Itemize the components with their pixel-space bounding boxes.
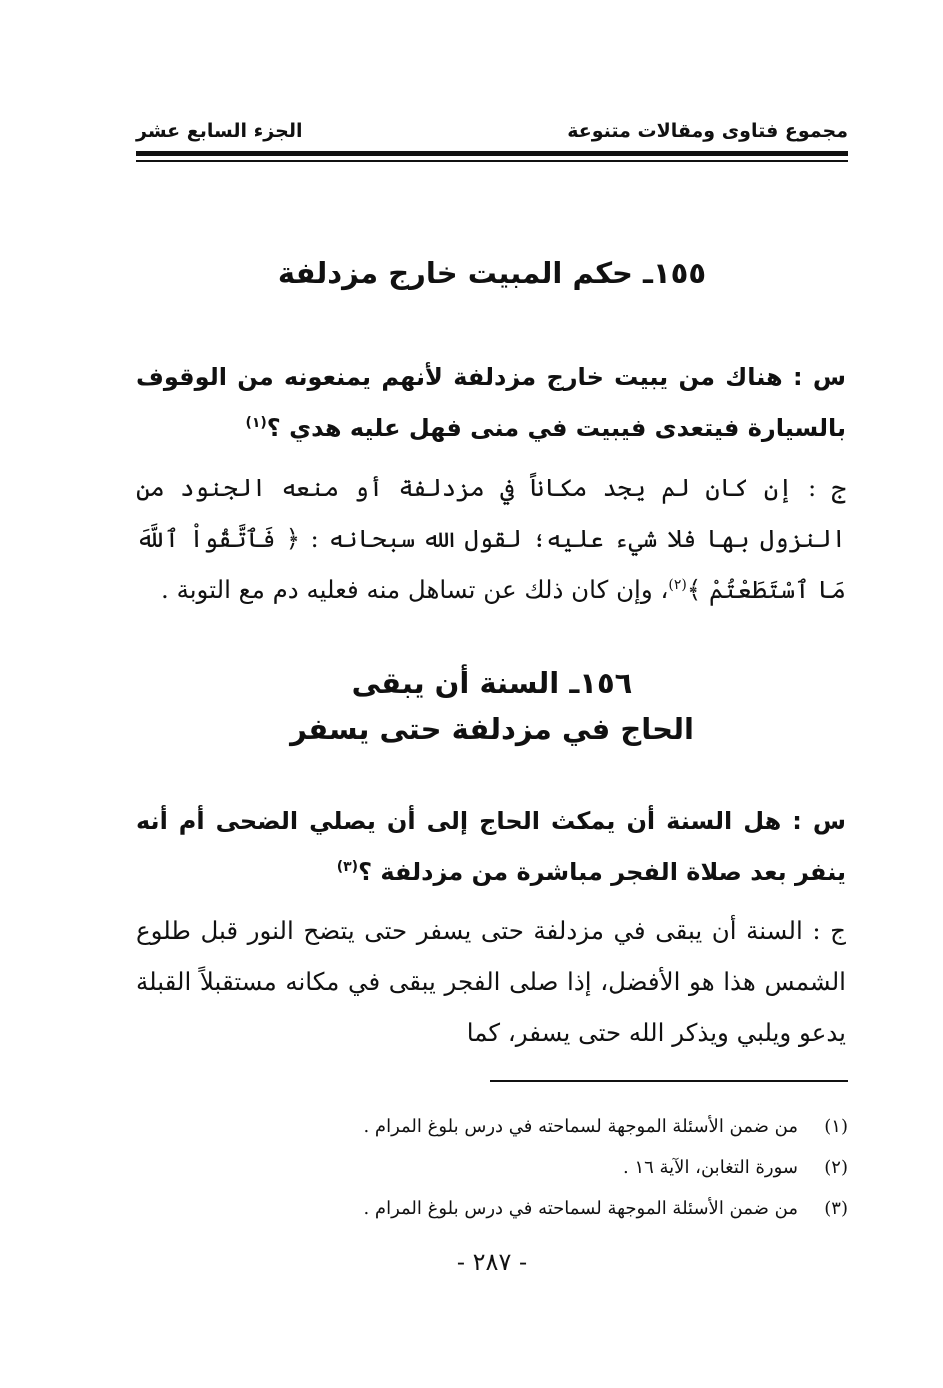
page-number: - ٢٨٧ - — [456, 1248, 528, 1276]
footnote-ref-1: (١) — [245, 415, 267, 431]
section-155-heading: ١٥٥ـ حكم المبيت خارج مزدلفة — [277, 256, 707, 290]
header-rule-thick — [136, 151, 848, 156]
header-rule-thin — [136, 160, 848, 162]
footnote-separator — [490, 1080, 848, 1082]
footnote-3 — [136, 1188, 848, 1229]
footnote-number: (١) — [824, 1116, 848, 1137]
section-156-heading-line1: ١٥٦ـ السنة أن يبقى — [351, 666, 633, 700]
footnote-text: من ضمن الأسئلة الموجهة لسماحته في درس بلوغ المرام . — [363, 1116, 798, 1137]
section-156-heading-line2: الحاج في مزدلفة حتى يسفر — [290, 712, 694, 746]
question-text: س : هناك من يبيت خارج مزدلفة لأنهم يمنعونه من الوقوف بالسيارة فيتعدى فيبيت في منى فهل عليه هدي ؟ — [136, 363, 846, 442]
answer-text-part1: ج : إن كان لم يجد مكاناً في مزدلفة أو منعه الجنود من النزول بها فلا شيء عليه؛ لقول الله سبحانه : — [136, 473, 847, 553]
footnote-2 — [136, 1147, 848, 1188]
footnote-number: (٢) — [824, 1157, 848, 1178]
section-156-answer: ج : السنة أن يبقى في مزدلفة حتى يسفر حتى يتضح النور قبل طلوع الشمس هذا هو الأفضل، إذا صلى الفجر يبقى في مكانه مستقبلاً القبلة يدعو ويلبي ويذكر الله حتى يسفر، كما — [136, 916, 846, 1047]
section-155-question — [136, 352, 846, 454]
section-155-answer — [136, 462, 846, 615]
footnote-text: سورة التغابن، الآية ١٦ . — [623, 1157, 798, 1178]
answer-text-part2: ، وإن كان ذلك عن تساهل منه فعليه دم مع التوبة . — [161, 575, 669, 604]
footnote-number: (٣) — [824, 1198, 848, 1219]
section-156-question — [136, 796, 846, 898]
question-text: س : هل السنة أن يمكث الحاج إلى أن يصلي الضحى أم أنه ينفر بعد صلاة الفجر مباشرة من مزدلفة ؟ — [136, 807, 846, 886]
section-156-heading — [136, 660, 848, 752]
volume-label: الجزء السابع عشر — [136, 120, 303, 142]
book-title: مجموع فتاوى ومقالات متنوعة — [567, 120, 848, 142]
running-header — [136, 118, 848, 148]
quran-verse: ﴿ فَٱتَّقُواْ ٱللَّهَ مَا ٱسْتَطَعْتُمْ ﴾ — [136, 524, 846, 604]
footnotes — [136, 1106, 848, 1229]
footnote-text: من ضمن الأسئلة الموجهة لسماحته في درس بلوغ المرام . — [363, 1198, 798, 1219]
footnote-ref-2: (٢) — [668, 576, 687, 593]
footnote-1 — [136, 1106, 848, 1147]
footnote-ref-3: (٣) — [336, 859, 359, 875]
